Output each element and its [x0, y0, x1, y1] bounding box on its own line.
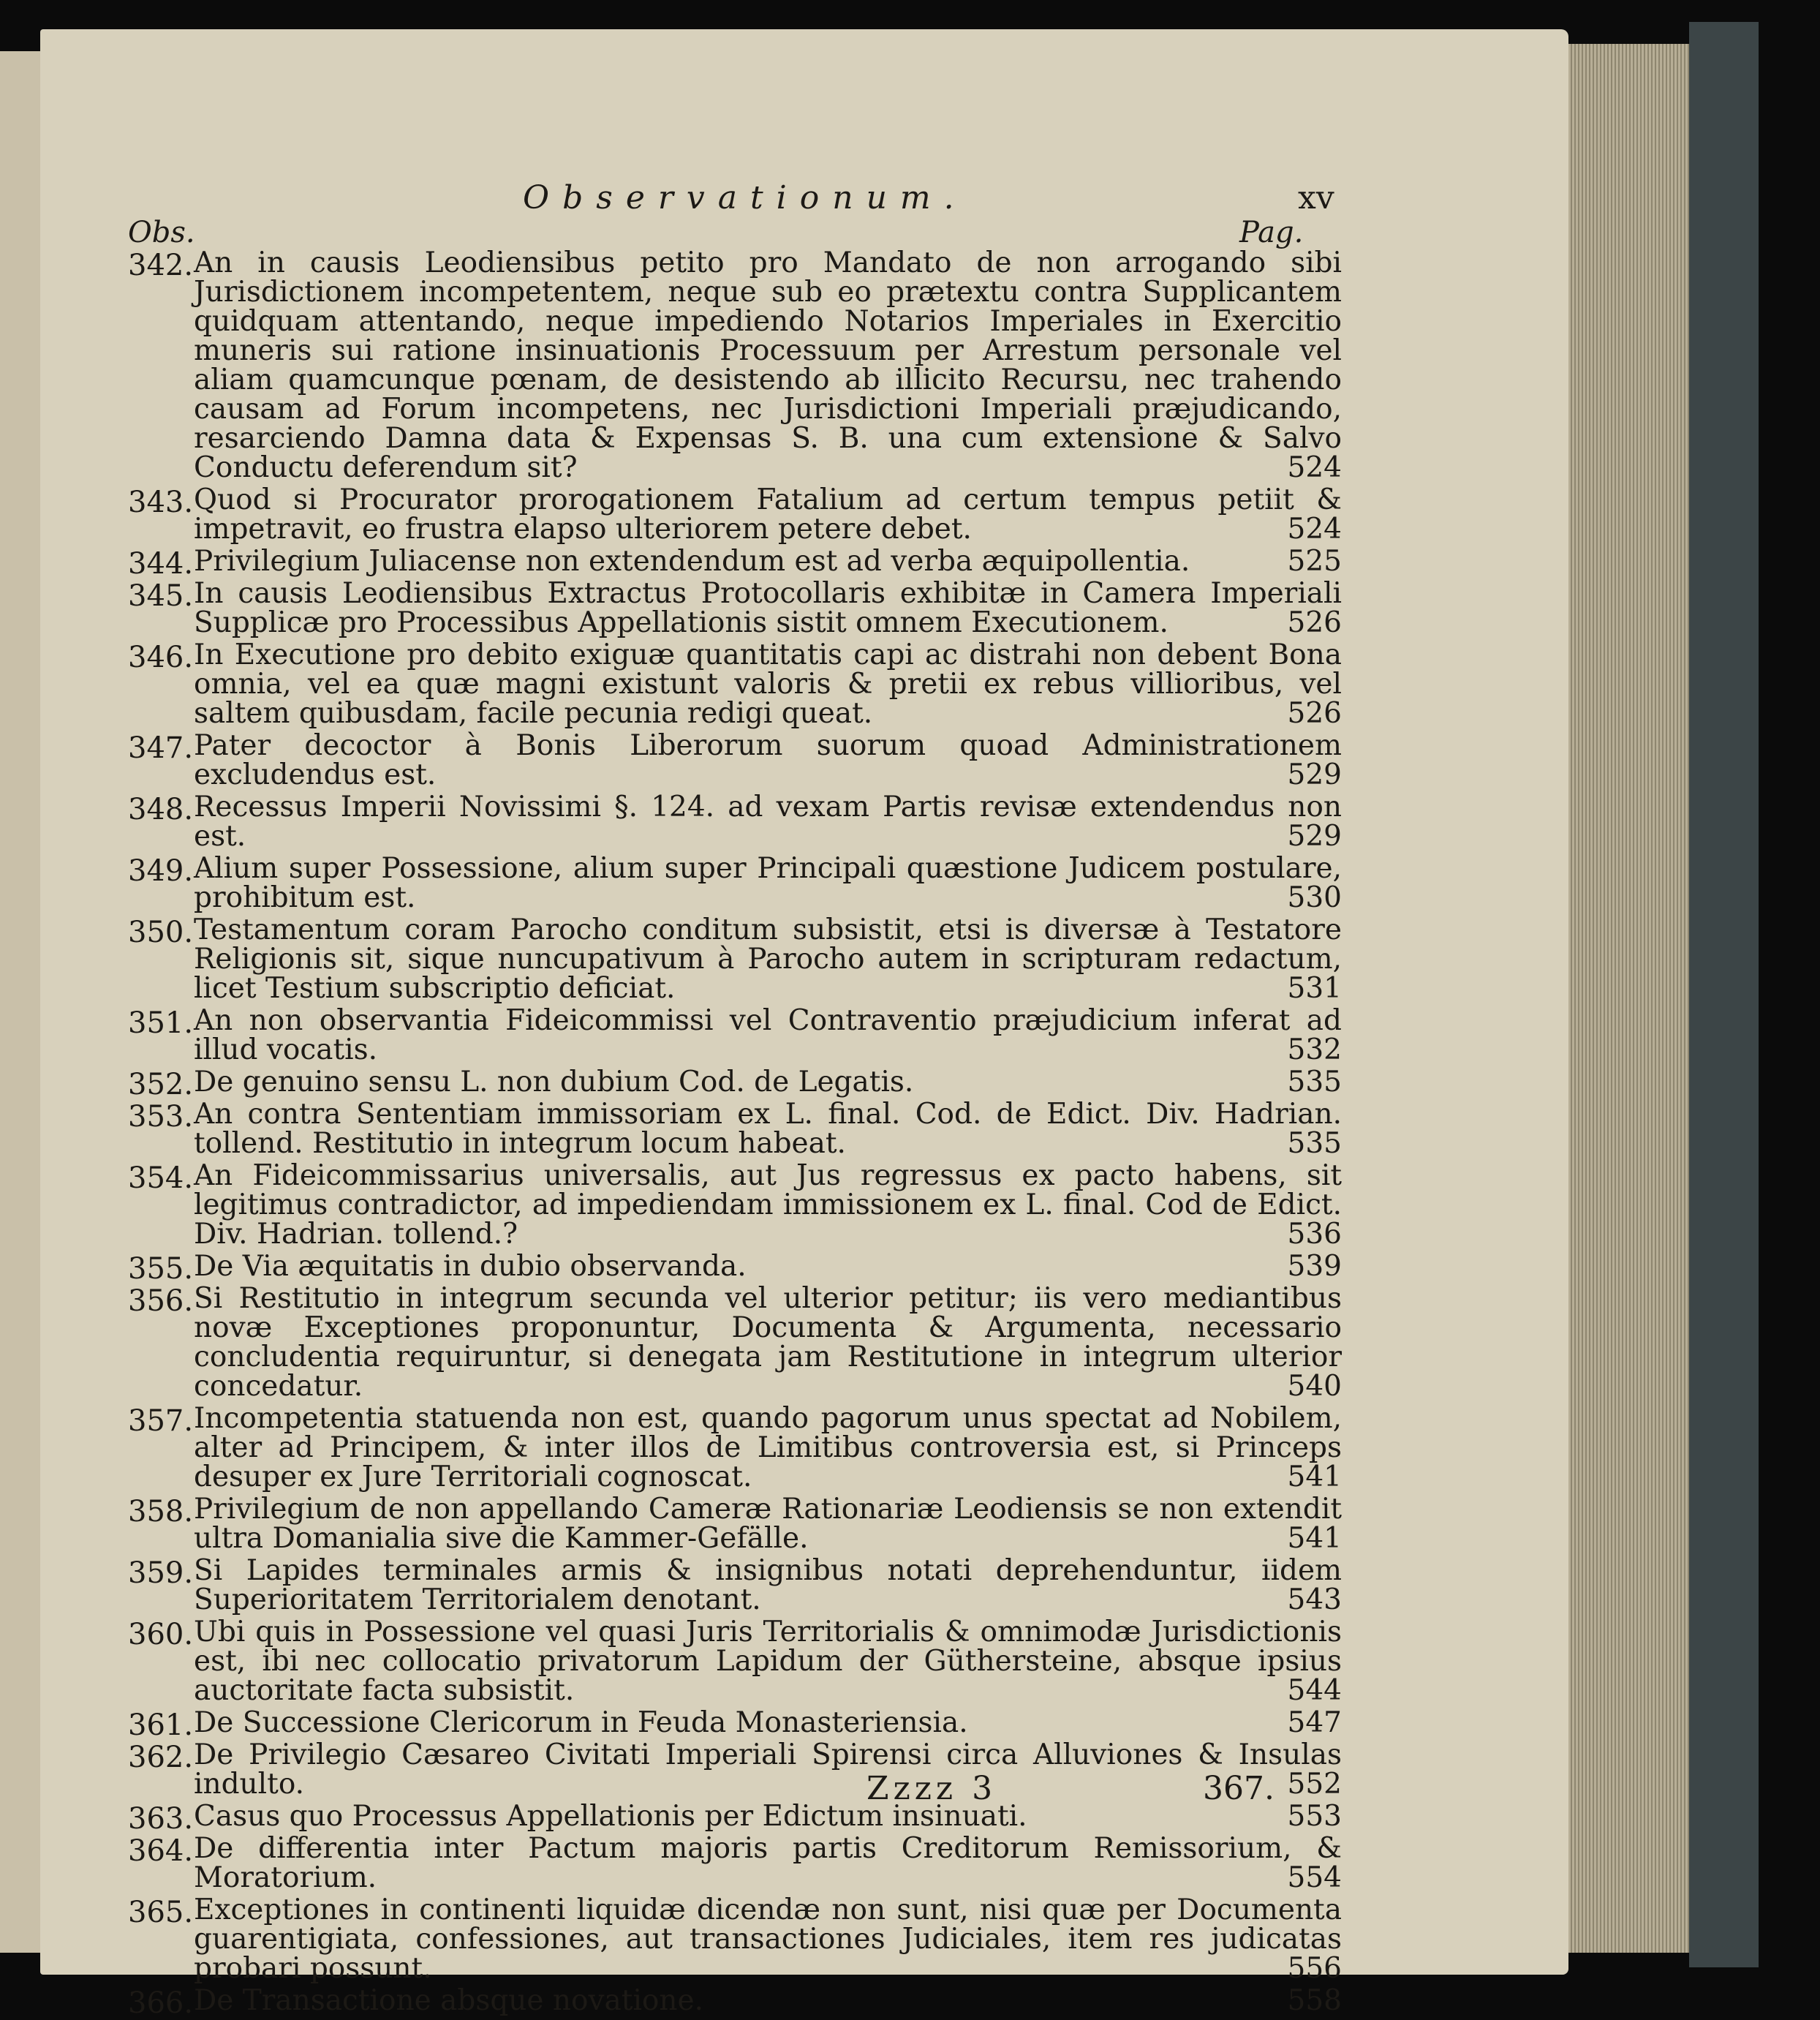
- entry-text: Si Restitutio in integrum secunda vel ulterior petitur; iis vero mediantibus novæ Exceptiones proponuntur, Documenta & Argumenta, necessario concludentia requiruntur, si denegata jam Restitutione in integrum ulterior concedatur.: [194, 1282, 1342, 1403]
- list-item: [128, 638, 1342, 730]
- entry-page: 558: [1287, 1984, 1342, 2017]
- entry-text: Exceptiones in continenti liquidæ dicendæ non sunt, nisi quæ per Documenta guarentigiata, confessiones, aut transactiones Judiciales, item res judicatas probari possunt.: [194, 1893, 1342, 1985]
- column-label-pag: Pag.: [1239, 216, 1304, 249]
- entry-number: 357.: [128, 1404, 194, 1438]
- entry-text: An contra Sententiam immissoriam ex L. final. Cod. de Edict. Div. Hadrian. tollend. Restitutio in integrum locum habeat.: [194, 1098, 1342, 1160]
- book-page: [40, 29, 1568, 2020]
- entry-text: De Transactione absque novatione.: [194, 1984, 703, 2017]
- list-item: [128, 1161, 1342, 1249]
- book-binding: [1689, 22, 1759, 1967]
- entry-number: 358.: [128, 1495, 194, 1529]
- entry-text: De genuino sensu L. non dubium Cod. de Legatis.: [194, 1066, 914, 1098]
- entry-page: 539: [1287, 1250, 1342, 1283]
- entry-page: 543: [1287, 1583, 1342, 1616]
- entry-number: 352.: [128, 1068, 194, 1101]
- entry-page: 535: [1287, 1127, 1342, 1160]
- running-title: Observationum.: [523, 179, 967, 216]
- entry-page: 529: [1287, 820, 1342, 853]
- entry-page: 524: [1287, 513, 1342, 546]
- entry-number: 356.: [128, 1284, 194, 1318]
- entry-number: 362.: [128, 1741, 194, 1774]
- entry-text: De differentia inter Pactum majoris partis Creditorum Remissorium, & Moratorium.: [194, 1832, 1342, 1894]
- entry-page: 556: [1287, 1952, 1342, 1985]
- list-item: [128, 793, 1342, 851]
- entry-text: Si Lapides terminales armis & insignibus notati deprehenduntur, iidem Superioritatem Territorialem denotant.: [194, 1554, 1342, 1616]
- list-item: [128, 1706, 1342, 1742]
- entry-number: 365.: [128, 1896, 194, 1929]
- list-item: [128, 913, 1342, 1005]
- list-item: [128, 1006, 1342, 1065]
- catchword: 367.: [1203, 1770, 1275, 1807]
- entry-page: 525: [1287, 545, 1342, 578]
- list-item: [128, 1738, 1342, 1801]
- entry-text: Recessus Imperii Novissimi §. 124. ad vexam Partis revisæ extendendus non est.: [194, 791, 1342, 853]
- entry-page: 526: [1287, 697, 1342, 730]
- entry-text: Privilegium de non appellando Cameræ Rationariæ Leodiensis se non extendit ultra Domanialia sive die Kammer-Gefälle.: [194, 1493, 1342, 1555]
- entry-page: 544: [1287, 1674, 1342, 1707]
- entry-page: 554: [1287, 1861, 1342, 1894]
- entries-list: [128, 246, 1342, 2020]
- entry-number: 363.: [128, 1802, 194, 1836]
- entry-page: 553: [1287, 1800, 1342, 1833]
- list-item: [128, 1066, 1342, 1101]
- entry-number: 348.: [128, 793, 194, 826]
- list-item: [128, 1404, 1342, 1492]
- entry-text: Pater decoctor à Bonis Liberorum suorum quoad Administrationem excludendus est.: [194, 729, 1342, 791]
- list-item: [128, 1495, 1342, 1553]
- entry-text: Ubi quis in Possessione vel quasi Juris Territorialis & omnimodæ Jurisdictionis est, ibi nec collocatio privatorum Lapidum der Güthersteine, absque ipsius auctoritate facta subsistit.: [194, 1616, 1342, 1707]
- list-item: [128, 579, 1342, 638]
- list-item: [128, 1284, 1342, 1401]
- list-item: [128, 1800, 1342, 1836]
- entry-number: 364.: [128, 1834, 194, 1868]
- list-item: [128, 483, 1342, 546]
- entry-text: Privilegium Juliacense non extendendum est ad verba æquipollentia.: [194, 545, 1190, 578]
- entry-number: 354.: [128, 1161, 194, 1195]
- entry-page: 526: [1287, 606, 1342, 639]
- entry-page: 524: [1287, 451, 1342, 484]
- entry-text: Testamentum coram Parocho conditum subsistit, etsi is diversæ à Testatore Religionis sit, sique nuncupativum à Parocho autem in scripturam redactum, licet Testium subscriptio deficiat.: [194, 913, 1342, 1005]
- entry-number: 350.: [128, 916, 194, 949]
- entry-text: In Executione pro debito exiguæ quantitatis capi ac distrahi non debent Bona omnia, vel ea quæ magni existunt valoris & pretii ex rebus villioribus, vel saltem quibusdam, facile pecunia redigi queat.: [194, 638, 1342, 730]
- entry-page: 535: [1287, 1066, 1342, 1098]
- entry-text: De Successione Clericorum in Feuda Monasteriensia.: [194, 1706, 968, 1739]
- list-item: [128, 246, 1342, 484]
- entry-number: 366.: [128, 1986, 194, 2020]
- list-item: [128, 1100, 1342, 1158]
- signature-mark: Zzzz 3: [866, 1770, 997, 1807]
- list-item: [128, 1250, 1342, 1286]
- list-item: [128, 1893, 1342, 1985]
- entry-number: 349.: [128, 854, 194, 888]
- list-item: [128, 1834, 1342, 1893]
- entry-page: 541: [1287, 1522, 1342, 1555]
- page-header: [40, 179, 1568, 223]
- entry-page: 552: [1287, 1768, 1342, 1801]
- entry-number: 359.: [128, 1556, 194, 1590]
- entry-number: 342.: [128, 249, 194, 282]
- entry-number: 351.: [128, 1006, 194, 1040]
- entry-text: De Via æquitatis in dubio observanda.: [194, 1250, 747, 1283]
- list-item: [128, 731, 1342, 790]
- entry-text: An Fideicommissarius universalis, aut Jus regressus ex pacto habens, sit legitimus contradictor, ad impediendam immissionem ex L. final. Cod de Edict. Div. Hadrian. tollend.?: [194, 1159, 1342, 1251]
- entry-text: Alium super Possessione, alium super Principali quæstione Judicem postulare, prohibitum est.: [194, 852, 1342, 914]
- list-item: [128, 1984, 1342, 2020]
- entry-text: An in causis Leodiensibus petito pro Mandato de non arrogando sibi Jurisdictionem incompetentem, neque sub eo prætextu contra Supplicantem quidquam attentando, neque impediendo Notarios Imperiales in Exercitio muneris sui ratione insinuationis Processuum per Arrestum personale vel aliam quamcunque pœnam, de desistendo ab illicito Recursu, nec trahendo causam ad Forum incompetens, nec Jurisdictioni Imperiali præjudicando, resarciendo Damna data & Expensas S. B. una cum extensione & Salvo Conductu deferendum sit?: [194, 246, 1342, 484]
- list-item: [128, 545, 1342, 581]
- entry-page: 541: [1287, 1461, 1342, 1493]
- entry-number: 361.: [128, 1708, 194, 1742]
- entry-page: 536: [1287, 1218, 1342, 1251]
- entry-text: Quod si Procurator prorogationem Fatalium ad certum tempus petiit & impetravit, eo frustra elapso ulteriorem petere debet.: [194, 483, 1342, 546]
- page-number: xv: [1298, 179, 1334, 216]
- entry-text: An non observantia Fideicommissi vel Contraventio præjudicium inferat ad illud vocatis.: [194, 1004, 1342, 1066]
- entry-number: 353.: [128, 1100, 194, 1134]
- entry-text: Casus quo Processus Appellationis per Edictum insinuati.: [194, 1800, 1027, 1833]
- entry-page: 529: [1287, 758, 1342, 791]
- list-item: [128, 1556, 1342, 1615]
- list-item: [128, 1618, 1342, 1706]
- entry-page: 547: [1287, 1706, 1342, 1739]
- entry-text: Incompetentia statuenda non est, quando pagorum unus spectat ad Nobilem, alter ad Principem, & inter illos de Limitibus controversia est, si Princeps desuper ex Jure Territoriali cognoscat.: [194, 1402, 1342, 1493]
- entry-text: De Privilegio Cæsareo Civitati Imperiali Spirensi circa Alluviones & Insulas indulto.: [194, 1738, 1342, 1801]
- entry-number: 343.: [128, 486, 194, 519]
- entry-number: 345.: [128, 579, 194, 613]
- entry-page: 532: [1287, 1033, 1342, 1066]
- entry-page: 530: [1287, 881, 1342, 914]
- list-item: [128, 854, 1342, 913]
- column-label-obs: Obs.: [128, 216, 195, 249]
- entry-number: 347.: [128, 731, 194, 765]
- entry-number: 344.: [128, 547, 194, 581]
- entry-page: 540: [1287, 1370, 1342, 1403]
- entry-number: 360.: [128, 1618, 194, 1651]
- entry-number: 355.: [128, 1252, 194, 1286]
- entry-text: In causis Leodiensibus Extractus Protocollaris exhibitæ in Camera Imperiali Supplicæ pro Processibus Appellationis sistit omnem Executionem.: [194, 577, 1342, 639]
- entry-number: 346.: [128, 641, 194, 674]
- entry-page: 531: [1287, 972, 1342, 1005]
